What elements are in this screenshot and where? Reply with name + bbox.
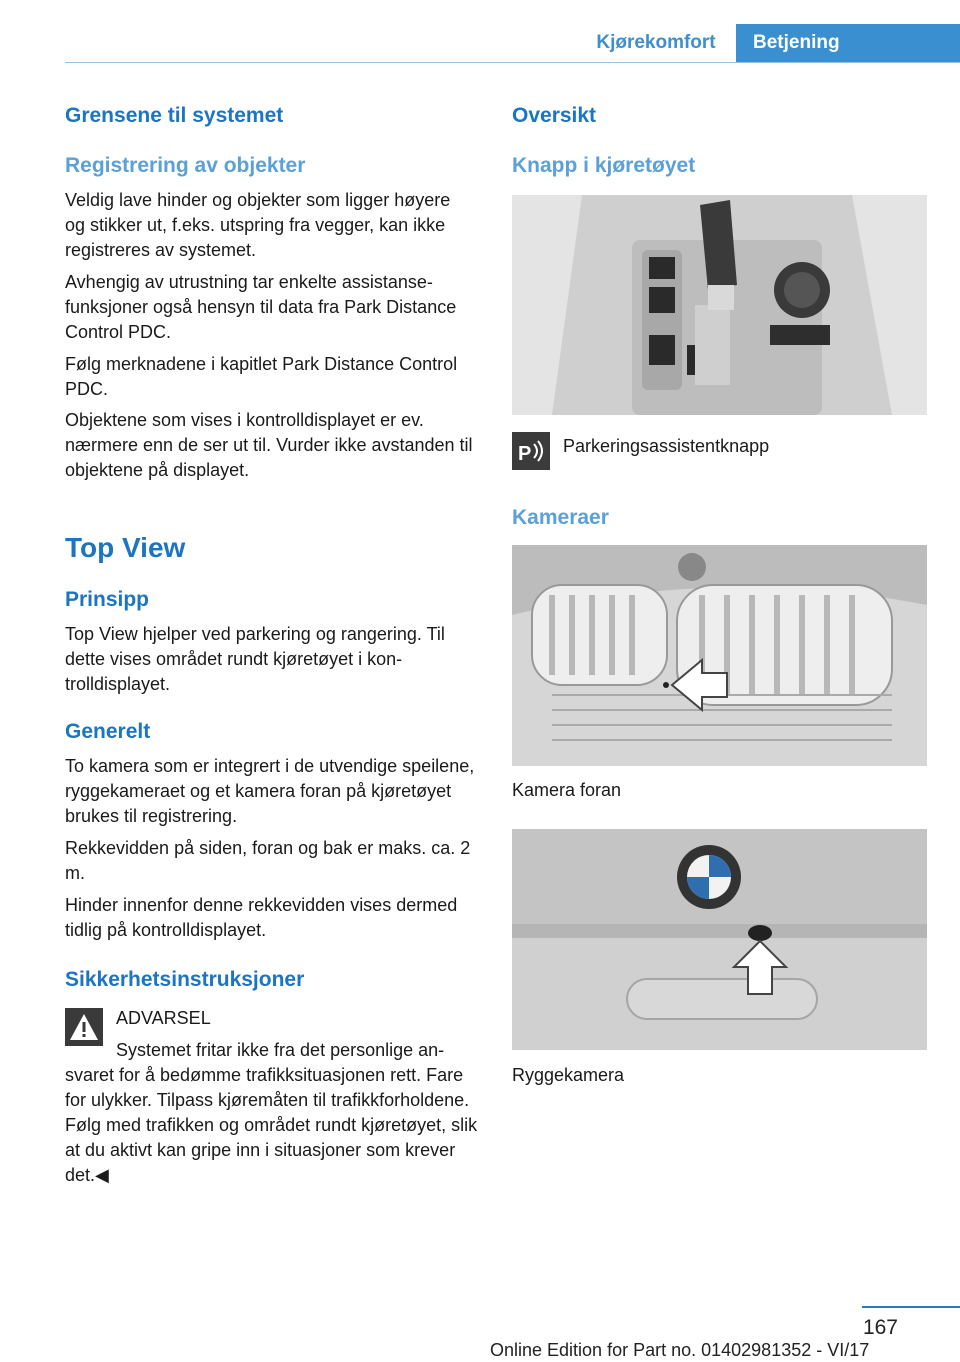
warning-label: ADVARSEL bbox=[116, 1008, 211, 1028]
footer-edition: Online Edition for Part no. 01402981352 - VI/17 bbox=[490, 1340, 870, 1360]
heading-principle: Prinsipp bbox=[65, 588, 150, 611]
title-top-view: Top View bbox=[65, 532, 186, 563]
button-caption: Parkeringsassistentknapp bbox=[563, 436, 770, 456]
heading-cameras: Kameraer bbox=[512, 506, 609, 529]
para-5: Top View hjelper ved parkering og rangering. Til dette vises området rundt kjøretøyet i kontrolldisplayet. bbox=[65, 624, 445, 694]
para-8: Hinder innenfor denne rekkevidden vises dermed tidlig på kontrolldisplayet. bbox=[65, 895, 458, 940]
svg-text:P: P bbox=[518, 443, 532, 465]
para-6: To kamera som er integrert i de utvendige speilene, ryggekameraet og et kamera foran på kjøretøyet brukes til registrering. bbox=[65, 756, 475, 826]
console-photo bbox=[512, 195, 927, 415]
heading-overview: Oversikt bbox=[512, 104, 597, 127]
page-number: 167 bbox=[862, 1316, 898, 1339]
front-camera-photo bbox=[512, 545, 927, 766]
heading-limits: Grensene til systemet bbox=[65, 104, 284, 127]
header-chapter: Betjening bbox=[736, 24, 960, 62]
heading-safety: Sikkerhetsinstruksjoner bbox=[65, 968, 305, 991]
heading-general: Generelt bbox=[65, 720, 151, 743]
para-7: Rekkevidden på siden, foran og bak er maks. ca. 2 m. bbox=[65, 838, 471, 883]
heading-button: Knapp i kjøretøyet bbox=[512, 154, 696, 177]
para-1: Veldig lave hinder og objekter som ligger høyere og stikker ut, f.eks. utspring fra vegger, kan ikke registreres av systemet. bbox=[65, 190, 451, 260]
heading-detection: Registrering av objekter bbox=[65, 154, 306, 177]
footer-line bbox=[862, 1306, 960, 1308]
para-2: Avhengig av utrustning tar enkelte assistansefunksjoner også hensyn til data fra Park Distance Control PDC. bbox=[65, 272, 457, 342]
caption-rear-camera: Ryggekamera bbox=[512, 1065, 625, 1085]
park-assist-button-icon bbox=[512, 432, 550, 470]
para-3: Følg merknadene i kapitlet Park Distance Control PDC. bbox=[65, 354, 458, 399]
warning-text: Systemet fritar ikke fra det personlige ansvaret for å bedømme trafikksituasjonen rett. Fare for ulykker. Tilpass kjøremåten til trafikkforholdene. Følg med trafikken og området rundt kjøretøyet, slik at du aktivt kan gripe inn i situasjoner som krever det.◀ bbox=[65, 1040, 478, 1185]
rear-camera-photo bbox=[512, 829, 927, 1050]
header-line bbox=[65, 62, 960, 63]
caption-front-camera: Kamera foran bbox=[512, 780, 622, 800]
para-4: Objektene som vises i kontrolldisplayet er ev. nærmere enn de ser ut til. Vurder ikke avstanden til objektene på displayet. bbox=[65, 410, 473, 480]
header-section: Kjørekomfort bbox=[596, 32, 716, 53]
